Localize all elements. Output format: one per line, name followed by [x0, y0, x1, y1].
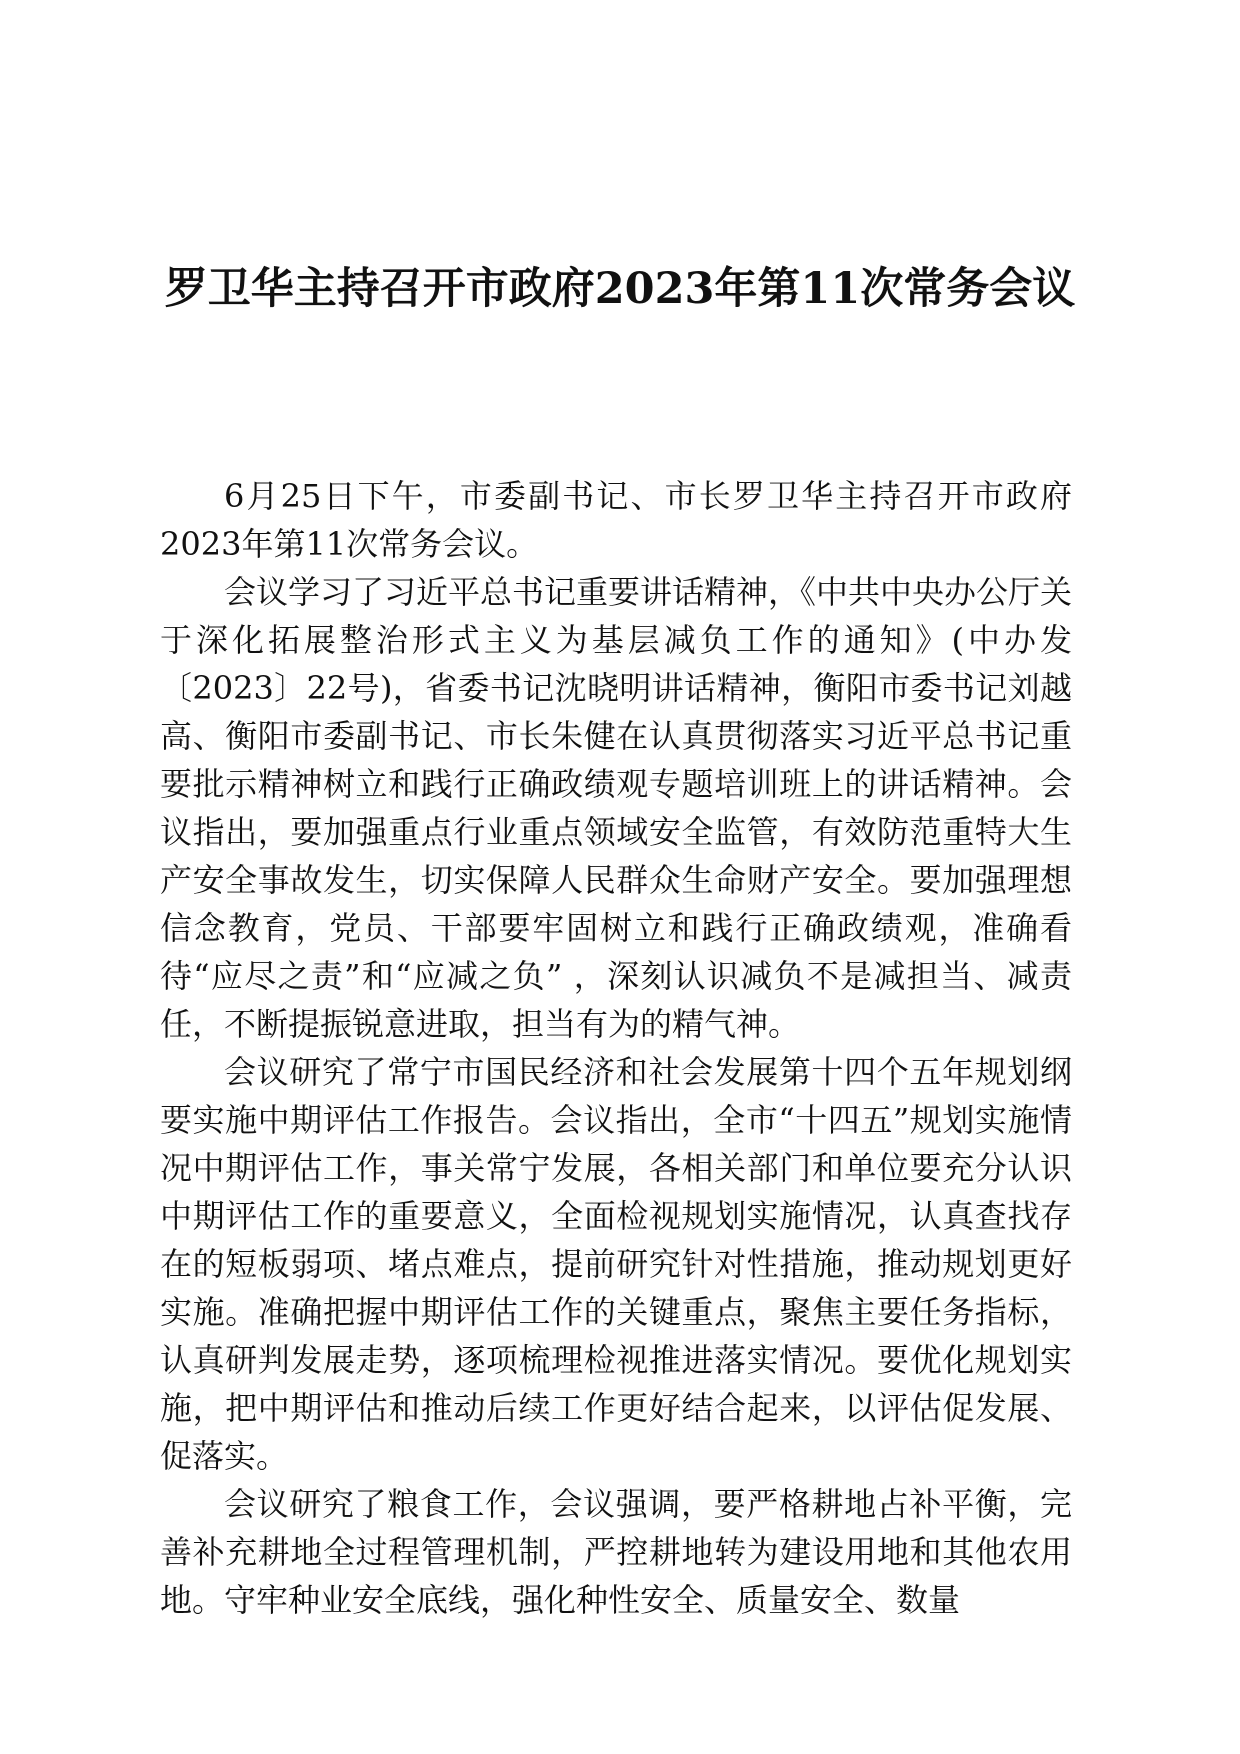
- paragraph-planning: 会议研究了常宁市国民经济和社会发展第十四个五年规划纲要实施中期评估工作报告。会议指出，全市“十四五”规划实施情况中期评估工作，事关常宁发展，各相关部门和单位要充分认识中期评估工作的重要意义，全面检视规划实施情况，认真查找存在的短板弱项、堵点难点，提前研究针对性措施，推动规划更好实施。准确把握中期评估工作的关键重点，聚焦主要任务指标，认真研判发展走势，逐项梳理检视推进落实情况。要优化规划实施，把中期评估和推动后续工作更好结合起来，以评估促发展、促落实。: [160, 1053, 1072, 1475]
- document-title: 罗卫华主持召开市政府2023年第11次常务会议: [164, 264, 1076, 314]
- document-body: [160, 472, 1072, 1624]
- paragraph-study: 会议学习了习近平总书记重要讲话精神，《中共中央办公厅关于深化拓展整治形式主义为基层减负工作的通知》(中办发〔2023〕22号)，省委书记沈晓明讲话精神，衡阳市委书记刘越高、衡阳市委副书记、市长朱健在认真贯彻落实习近平总书记重要批示精神树立和践行正确政绩观专题培训班上的讲话精神。会议指出，要加强重点行业重点领域安全监管，有效防范重特大生产安全事故发生，切实保障人民群众生命财产安全。要加强理想信念教育，党员、干部要牢固树立和践行正确政绩观，准确看待“应尽之责”和“应减之负” ，深刻认识减负不是减担当、减责任，不断提振锐意进取，担当有为的精气神。: [160, 573, 1073, 1043]
- paragraph-opening: 6月25日下午，市委副书记、市长罗卫华主持召开市政府2023年第11次常务会议。: [160, 477, 1072, 563]
- paragraph-grain: 会议研究了粮食工作，会议强调，要严格耕地占补平衡，完善补充耕地全过程管理机制，严控耕地转为建设用地和其他农用地。守牢种业安全底线，强化种性安全、质量安全、数量: [160, 1485, 1072, 1619]
